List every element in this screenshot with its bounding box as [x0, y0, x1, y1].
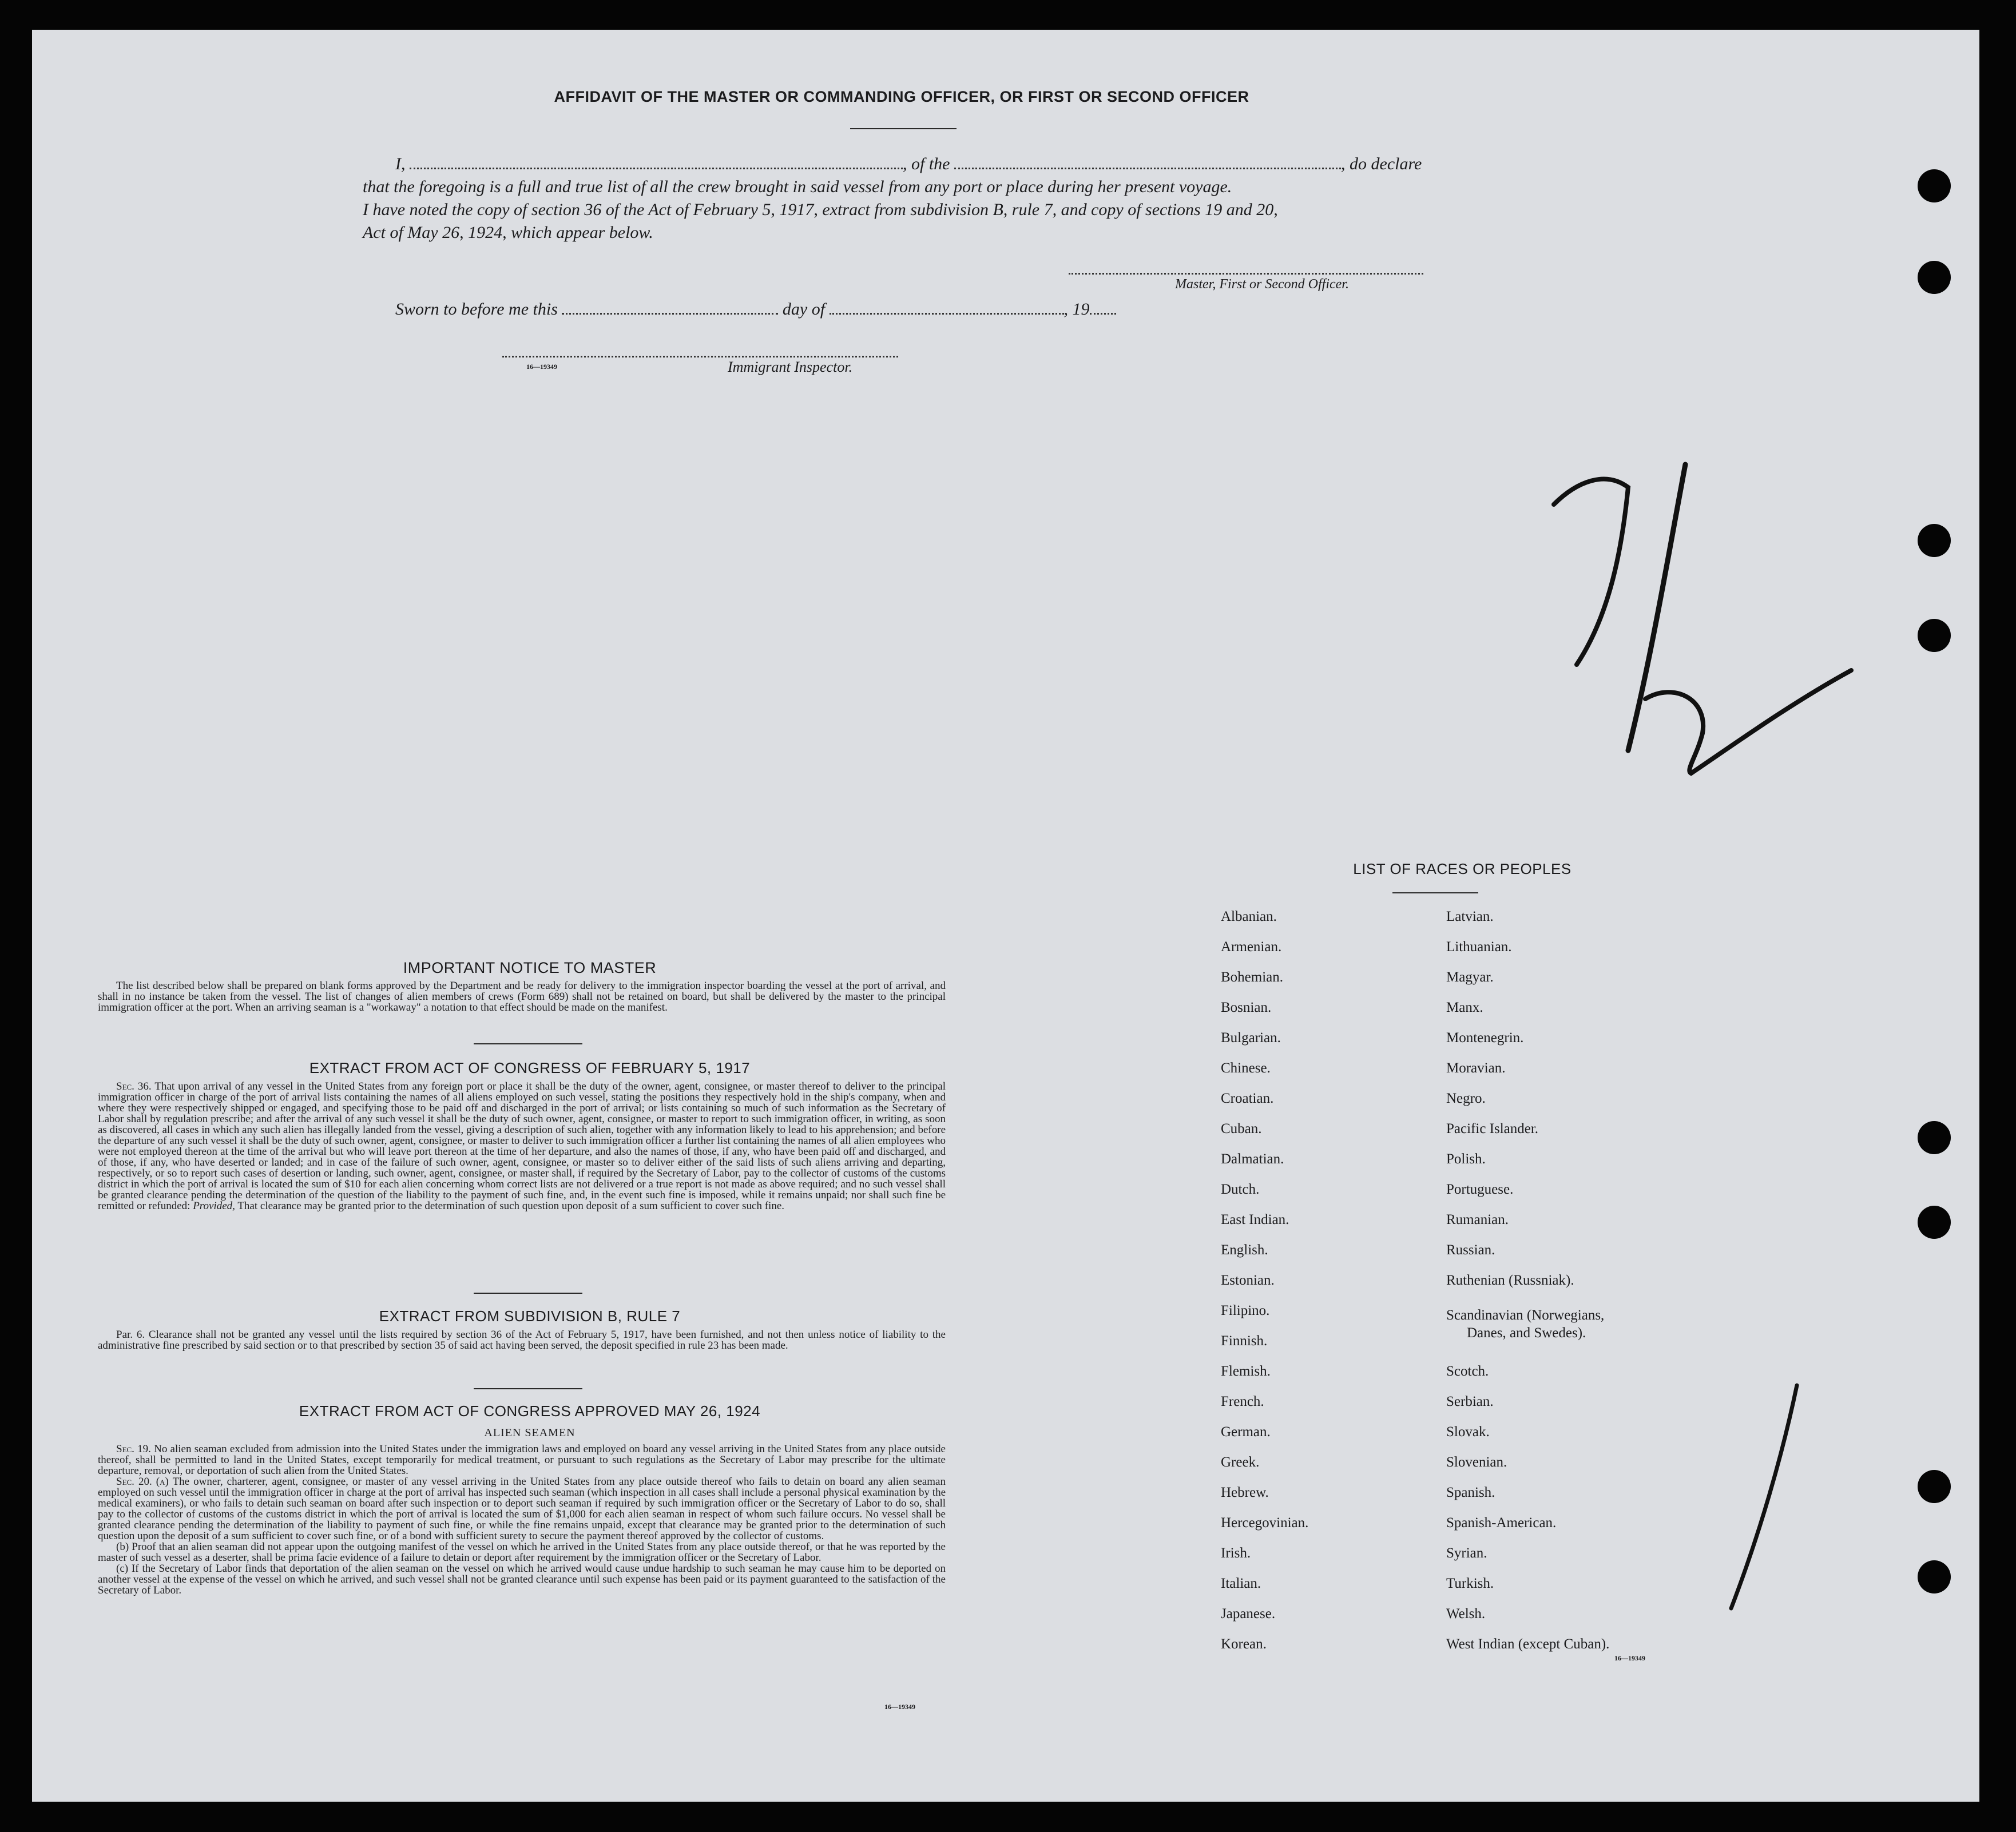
race-right-7: Pacific Islander. [1446, 1121, 1539, 1136]
race-left-8: Dalmatian. [1221, 1151, 1284, 1167]
races-form-number: 16—19349 [1614, 1654, 1645, 1662]
race-left-0: Albanian. [1221, 909, 1277, 924]
race-right-14: Danes, and Swedes). [1467, 1325, 1586, 1341]
race-right-2: Magyar. [1446, 969, 1494, 985]
race-left-24: Korean. [1221, 1636, 1267, 1652]
race-left-18: Greek. [1221, 1455, 1260, 1470]
sec-36-text: That upon arrival of any vessel in the United States from any foreign port or place it shall be the duty of the owner, agent, consignee, or master thereof to deliver to the principal immigration officer in charge of the port of arrival lists containing the names of all aliens employed on such vessel, stating the positions they respectively hold in the ship's company, when and where they were respectively shipped or engaged, and specifying those to be paid off and discharged in the port of arrival; or lists containing so much of such information as the Secretary of Labor shall by regulation prescribe; and after the arrival of any such vessel it shall be the duty of such owner, agent, consignee, or master to report to such immigration officer, in writing, as soon as discovered, all cases in which any such alien has illegally landed from the vessel, giving a description of such alien, together with any information likely to lead to his apprehension; and before the departure of any such vessel it shall be the duty of such owner, agent, consignee, or master to deliver to such immigration officer a further list containing the names of all alien employees who were not employed thereon at the time of the arrival but who will leave port thereon at the time of her departure, and also the names of those, if any, who have been paid off and discharged, and of those, if any, who have deserted or landed; and in case of the failure of such owner, agent, consignee, or master so to deliver either of the said lists of such aliens arriving and departing, respectively, or so to report such cases of desertion or landing, such owner, agent, consignee, or master shall, if required by the Secretary of Labor, pay to the collector of customs of the customs district in which the port of arrival is located the sum of $10 for each alien concerning whom correct lists are not delivered or a true report is not made as above required; and no such vessel shall be granted clearance pending the determination of the question of the liability to the payment of such fine, and, in the event such fine is imposed, while it remains unpaid; nor shall such fine be remitted or refunded: [98, 1080, 946, 1212]
race-right-16: Serbian. [1446, 1394, 1494, 1409]
sworn-month-blank[interactable] [830, 313, 1064, 315]
sworn-year-blank[interactable] [1090, 313, 1116, 315]
race-right-12: Ruthenian (Russniak). [1446, 1273, 1574, 1288]
sec-19-text: No alien seaman excluded from admission into the United States under the immigration laws and employed on board any vessel arriving in the United States from any place outside thereof, shall be permitted to land in the United States, except temporarily for medical treatment, or pursuant to such regulations as the Secretary of Labor may prescribe for the ultimate departure, removal, or deportation of such alien from the United States. [98, 1443, 946, 1477]
alien-seamen-subtitle: ALIEN SEAMEN [484, 1426, 576, 1439]
affidavit-of-the-label: , of the [903, 154, 950, 173]
sworn-line [395, 300, 1116, 319]
day-of-label: day of [782, 300, 826, 319]
master-signature-label: Master, First or Second Officer. [1175, 277, 1349, 292]
extract-1917-text [98, 1081, 946, 1211]
race-left-15: Flemish. [1221, 1364, 1271, 1379]
race-left-17: German. [1221, 1424, 1271, 1440]
race-left-1: Armenian. [1221, 939, 1282, 955]
race-left-14: Finnish. [1221, 1333, 1268, 1349]
inspector-signature-blank[interactable] [502, 356, 898, 357]
race-right-15: Scotch. [1446, 1364, 1489, 1379]
race-right-17: Slovak. [1446, 1424, 1490, 1440]
affidavit-title: AFFIDAVIT OF THE MASTER OR COMMANDING OFFICER, OR FIRST OR SECOND OFFICER [554, 88, 1249, 105]
sec-20-text: The owner, charterer, agent, consignee, or master of any vessel arriving in the United States from any place outside thereof who fails to detain on board any alien seaman employed on such vessel until the immigration officer in charge at the port of arrival has inspected such seaman (which inspection in all cases shall include a personal physical examination by the medical examiners), or who fails to detain such seaman on board after such inspection or to deport such seaman if required by such immigration officer or the Secretary of Labor to do so, shall pay to the collector of customs of the customs district in which the port of arrival is located the sum of $1,000 for each alien seaman in respect of whom such failure occurs. No vessel shall be granted clearance pending the determination of the liability to payment of such fine, or while the fine remains unpaid, except that clearance may be granted prior to the determination of such question upon the deposit of a sum sufficient to cover such fine, or of a bond with sufficient surety to secure the payment thereof approved by the collector of customs. [98, 1476, 946, 1542]
document-page [32, 30, 1979, 1802]
affidavit-i-label: I, [395, 154, 406, 173]
punch-hole-6 [1918, 1206, 1951, 1239]
race-right-1: Lithuanian. [1446, 939, 1512, 955]
race-right-23: Welsh. [1446, 1606, 1486, 1622]
extract-rule7-text: Par. 6. Clearance shall not be granted any vessel until the lists required by section 36 of the Act of February 5, 1917, have been furnished, and not then unless notice of liability to the administrative fine prescribed by said section or to that prescribed by section 35 of said act having been served, the deposit specified in rule 23 has been made. [98, 1329, 946, 1352]
race-right-11: Russian. [1446, 1242, 1495, 1258]
notice-rule [474, 1043, 582, 1044]
race-left-20: Hercegovinian. [1221, 1515, 1309, 1531]
punch-hole-7 [1918, 1470, 1951, 1503]
punch-hole-1 [1918, 169, 1951, 202]
punch-hole-4 [1918, 619, 1951, 652]
extract-1917-title: EXTRACT FROM ACT OF CONGRESS OF FEBRUARY 5, 1917 [309, 1059, 751, 1076]
race-right-10: Rumanian. [1446, 1212, 1509, 1227]
race-right-0: Latvian. [1446, 909, 1494, 924]
races-title-rule [1392, 892, 1478, 893]
race-right-20: Spanish-American. [1446, 1515, 1557, 1531]
sec-19-paragraph [98, 1444, 946, 1476]
year-prefix-label: , 19 [1063, 300, 1090, 319]
sworn-day-blank[interactable] [562, 313, 778, 315]
sec-36-label: Sec. 36. [116, 1080, 152, 1092]
sec-20-c-paragraph: (c) If the Secretary of Labor finds that deportation of the alien seaman on the vessel on which he arrived would cause undue hardship to such seaman he may cause him to be deported on another vessel at the expense of the vessel on which he arrived, and such vessel shall not be granted clearance until such expense has been paid or its payment guaranteed to the satisfaction of the Secretary of Labor. [98, 1563, 946, 1596]
race-right-4: Montenegrin. [1446, 1030, 1524, 1046]
race-right-19: Spanish. [1446, 1485, 1495, 1500]
proviso-text: That clearance may be granted prior to the determination of such question upon deposit of a sum sufficient to cover such fine. [237, 1200, 784, 1212]
race-right-3: Manx. [1446, 1000, 1483, 1015]
race-left-11: English. [1221, 1242, 1268, 1258]
affidavit-form-number: 16—19349 [526, 363, 557, 371]
race-right-24: West Indian (except Cuban). [1446, 1636, 1610, 1652]
affidavit-line-3: I have noted the copy of section 36 of the Act of February 5, 1917, extract from subdivision B, rule 7, and copy of sections 19 and 20, [363, 200, 1278, 219]
race-right-13: Scandinavian (Norwegians, [1446, 1308, 1605, 1323]
race-right-6: Negro. [1446, 1091, 1486, 1106]
race-left-3: Bosnian. [1221, 1000, 1272, 1015]
sec-20-paragraph [98, 1476, 946, 1541]
extract-rule7-title: EXTRACT FROM SUBDIVISION B, RULE 7 [379, 1308, 681, 1325]
race-right-8: Polish. [1446, 1151, 1486, 1167]
sworn-label: Sworn to before me this [395, 300, 558, 319]
proviso-label: Provided, [193, 1200, 235, 1212]
race-left-23: Japanese. [1221, 1606, 1276, 1622]
race-left-16: French. [1221, 1394, 1264, 1409]
extract-rule7-rule [474, 1388, 582, 1389]
inspector-label: Immigrant Inspector. [728, 359, 853, 375]
races-title: LIST OF RACES OR PEOPLES [1353, 860, 1571, 877]
race-left-13: Filipino. [1221, 1303, 1270, 1318]
extract-1924-title: EXTRACT FROM ACT OF CONGRESS APPROVED MAY 26, 1924 [299, 1402, 761, 1420]
punch-hole-8 [1918, 1560, 1951, 1593]
affidavit-line-4: Act of May 26, 1924, which appear below. [363, 223, 653, 242]
name-blank[interactable] [410, 168, 903, 169]
notice-text: The list described below shall be prepared on blank forms approved by the Department and be ready for delivery to the immigration inspector boarding the vessel at the port of arrival, and shall in no instance be taken from the vessel. The list of changes of alien members of crews (Form 689) shall not be retained on board, but shall be delivered by the master to the principal immigration officer at the port. When an arriving seaman is a "workaway" a notation to that effect should be made on the manifest. [98, 980, 946, 1014]
master-signature-blank[interactable] [1069, 273, 1423, 275]
punch-hole-5 [1918, 1121, 1951, 1154]
race-left-22: Italian. [1221, 1576, 1261, 1591]
race-right-21: Syrian. [1446, 1545, 1487, 1561]
race-right-9: Portuguese. [1446, 1182, 1514, 1197]
race-left-9: Dutch. [1221, 1182, 1260, 1197]
affidavit-line-2: that the foregoing is a full and true list of all the crew brought in said vessel from any port or place during her present voyage. [363, 177, 1232, 196]
extract-1924-text [98, 1444, 946, 1596]
sec-19-label: Sec. 19. [116, 1443, 151, 1455]
extract-form-number: 16—19349 [884, 1703, 915, 1711]
race-left-10: East Indian. [1221, 1212, 1289, 1227]
punch-hole-2 [1918, 261, 1951, 294]
notice-title: IMPORTANT NOTICE TO MASTER [403, 959, 657, 976]
punch-hole-3 [1918, 524, 1951, 557]
race-right-22: Turkish. [1446, 1576, 1494, 1591]
sec-20-label: Sec. 20. (a) [116, 1476, 169, 1488]
race-left-2: Bohemian. [1221, 969, 1284, 985]
affidavit-line-1 [395, 154, 1488, 174]
sec-20-b-paragraph: (b) Proof that an alien seaman did not appear upon the outgoing manifest of the vessel on which he arrived in the United States from any place outside thereof, or that he was reported by the master of such vessel as a deserter, shall be prima facie evidence of a failure to detain or deport after requirement by the immigration officer or the Secretary of Labor. [98, 1541, 946, 1564]
affidavit-title-rule [850, 128, 957, 129]
race-left-19: Hebrew. [1221, 1485, 1269, 1500]
race-left-4: Bulgarian. [1221, 1030, 1281, 1046]
race-left-6: Croatian. [1221, 1091, 1274, 1106]
race-left-21: Irish. [1221, 1545, 1251, 1561]
race-left-12: Estonian. [1221, 1273, 1275, 1288]
handwritten-fraction-mark [1542, 430, 1863, 796]
vessel-blank[interactable] [954, 168, 1341, 169]
race-right-5: Moravian. [1446, 1060, 1506, 1076]
race-left-5: Chinese. [1221, 1060, 1271, 1076]
race-left-7: Cuban. [1221, 1121, 1262, 1136]
handwritten-stroke-mark [1725, 1380, 1805, 1620]
affidavit-declare-label: , do declare [1341, 154, 1422, 173]
extract-1917-rule [474, 1293, 582, 1294]
race-right-18: Slovenian. [1446, 1455, 1507, 1470]
